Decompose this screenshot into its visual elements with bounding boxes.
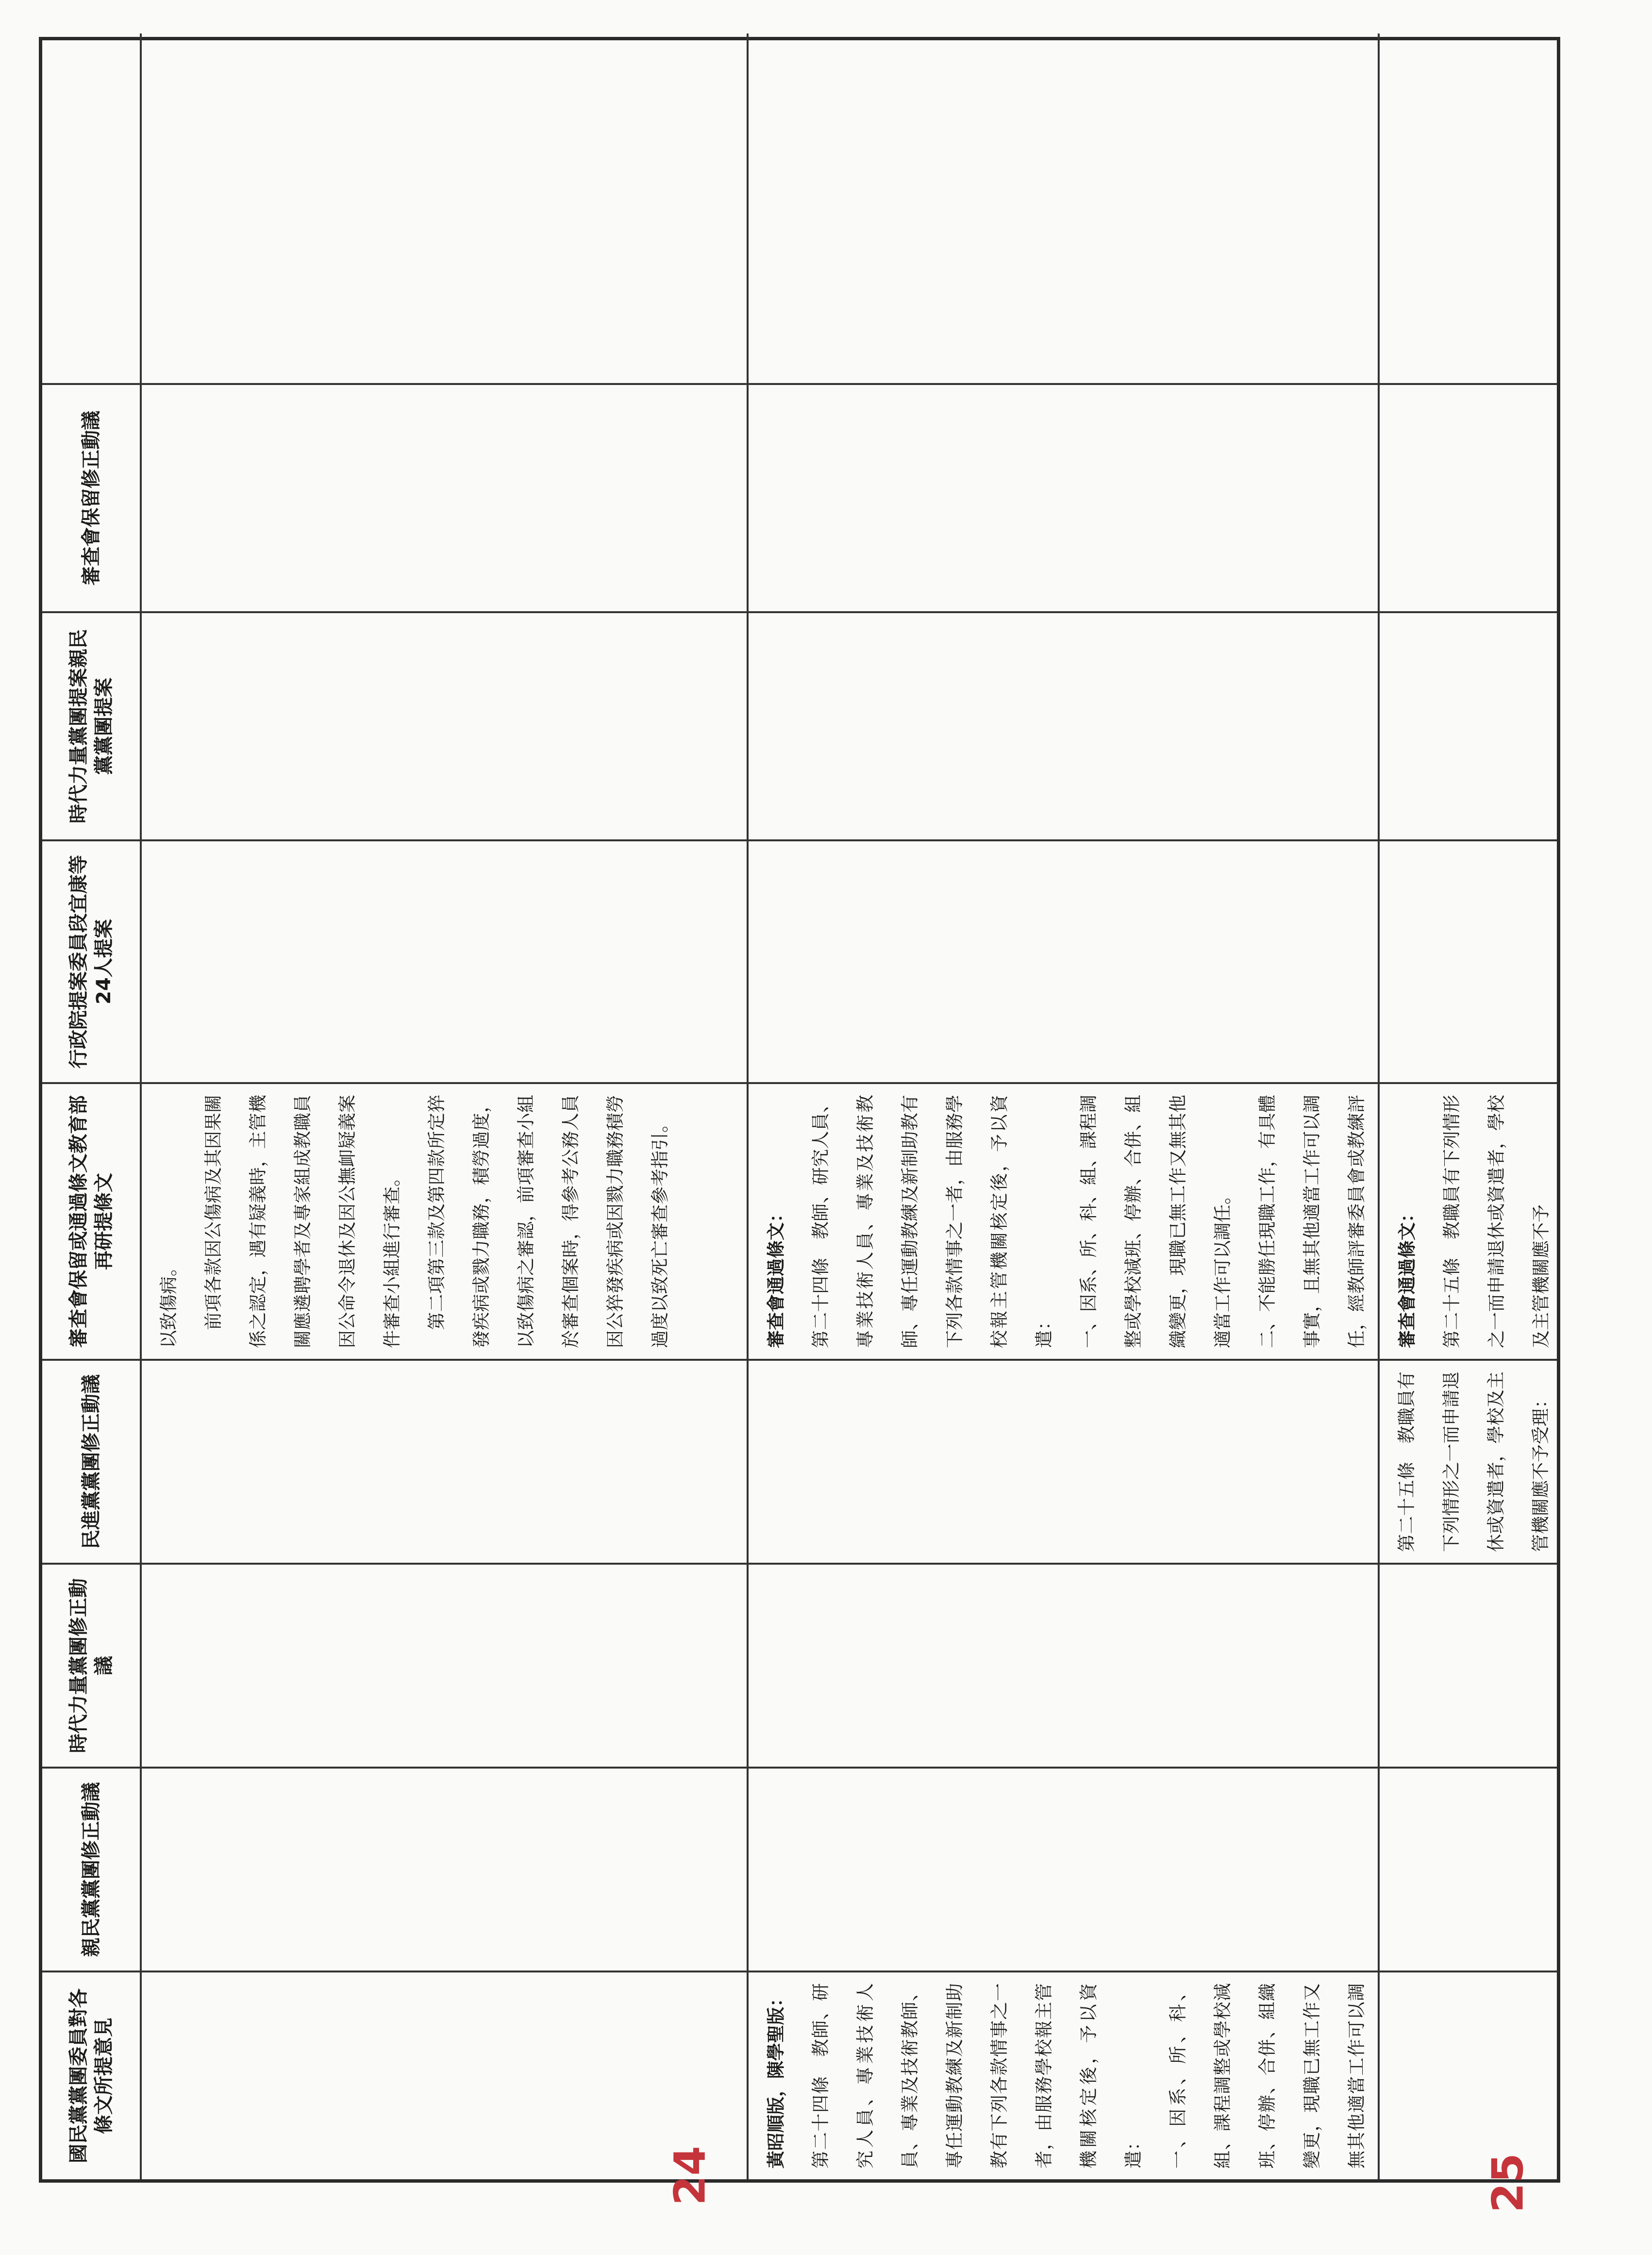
r2-npp <box>749 1563 1380 1767</box>
r2-dpp <box>749 1359 1380 1563</box>
r2-review-text: 第二十四條 教師、研究人員、專業技術人員、專業及技術教師、專任運動教練及新制助教有下列各款情事之一者，由服務學校報主管機關核定後，予以資遣： 一、因系、所、科、組、課程調整或學校減班、停辦、合併、組織變更，現職已無工作又無其他適當工作可以調任。 二、不能勝任現職工作，有具體事實，且無其他適當工作可以調任，經教師評審委員會或教練評 <box>810 1095 1367 1348</box>
r1-npp <box>142 1563 749 1767</box>
r3-npp-pfp <box>1380 611 1557 839</box>
r2-extra <box>749 33 1380 383</box>
r3-pfp <box>1380 1767 1557 1971</box>
header-kmt: 國民黨黨團委員對各條文所提意見 <box>42 1971 142 2179</box>
header-npp-pfp-proposal: 時代力量黨團提案親民黨黨團提案 <box>42 611 142 839</box>
r3-kmt <box>1380 1971 1557 2179</box>
header-executive-yuan: 行政院提案委員段宜康等24人提案 <box>42 839 142 1082</box>
r1-reserved <box>142 383 749 611</box>
r2-kmt <box>749 1971 1380 2179</box>
r1-ey <box>142 839 749 1082</box>
header-dpp: 民進黨黨團修正動議 <box>42 1359 142 1563</box>
r3-reserved <box>1380 383 1557 611</box>
header-pfp: 親民黨黨團修正動議 <box>42 1767 142 1971</box>
r2-npp-pfp <box>749 611 1380 839</box>
r1-kmt <box>142 1971 749 2179</box>
handwritten-page-number-24: 24 <box>665 2146 715 2205</box>
r3-extra <box>1380 33 1557 383</box>
r2-ey <box>749 839 1380 1082</box>
r2-pfp <box>749 1767 1380 1971</box>
r1-npp-pfp <box>142 611 749 839</box>
r1-review-text: 以致傷病。 前項各款因公傷病及其因果關係之認定，遇有疑義時，主管機關應遴聘學者及專家組成教職員因公命令退休及因公撫卹疑義案件審查小組進行審查。 第二項第三款及第四款所定猝發疾病或戮力職務，積勞過度，以致傷病之審認，前項審查小組於審查個案時，得參考公務人員因公猝發疾病或因戮力職務積勞過度以致死亡審查參考指引。 <box>142 1082 749 1359</box>
r3-ey <box>1380 839 1557 1082</box>
header-npp: 時代力量黨團修正動議 <box>42 1563 142 1767</box>
header-review: 審查會保留或通過條文教育部再研提條文 <box>42 1082 142 1359</box>
r3-review-text: 第二十五條 教職員有下列情形之一而申請退休或資遣者，學校及主管機關應不予 <box>1441 1095 1552 1348</box>
comparison-table <box>39 37 1560 2183</box>
r3-npp <box>1380 1563 1557 1767</box>
r3-review <box>1380 1082 1557 1359</box>
header-extra <box>42 33 142 383</box>
r1-dpp <box>142 1359 749 1563</box>
r2-review <box>749 1082 1380 1359</box>
r2-reserved <box>749 383 1380 611</box>
r3-dpp: 第二十五條 教職員有下列情形之一而申請退休或資遣者，學校及主管機關應不予受理： <box>1380 1359 1557 1563</box>
r1-extra <box>142 33 749 383</box>
r3-review-lead: 審查會通過條文： <box>1396 1204 1418 1348</box>
r2-kmt-lead: 黃昭順版，陳學聖版： <box>765 1989 786 2169</box>
r1-pfp <box>142 1767 749 1971</box>
header-reserved: 審查會保留修正動議 <box>42 383 142 611</box>
r2-review-lead: 審查會通過條文： <box>765 1204 786 1348</box>
handwritten-page-number-25: 25 <box>1483 2153 1533 2213</box>
r2-kmt-text: 第二十四條 教師、研究人員、專業技術人員、專業及技術教師、專任運動教練及新制助教有下列各款情事之一者，由服務學校報主管機關核定後，予以資遣： 一、因系、所、科、組、課程調整或學校減班、停辦、合併、組織變更，現職已無工作又無其他適當工作可以調 <box>810 1983 1367 2169</box>
